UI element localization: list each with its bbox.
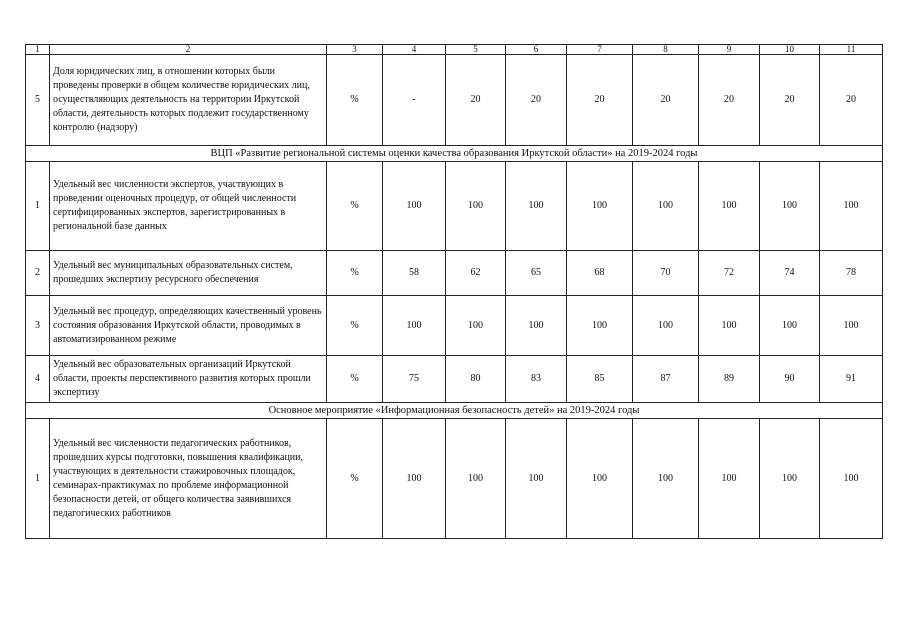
value-cell: 100 [506,296,567,356]
row-number: 5 [26,55,50,146]
column-numbers-row [26,45,883,55]
value-cell: 20 [760,55,820,146]
column-number: 5 [446,45,506,55]
value-cell: 100 [383,296,446,356]
value-cell: 20 [820,55,883,146]
value-cell: 20 [506,55,567,146]
value-cell: 68 [567,251,633,296]
value-cell: 100 [633,162,699,251]
column-number: 4 [383,45,446,55]
value-cell: 100 [820,419,883,539]
indicators-table [25,44,883,539]
value-cell: 100 [383,419,446,539]
unit-cell: % [327,251,383,296]
column-number: 2 [50,45,327,55]
value-cell: 20 [699,55,760,146]
value-cell: 100 [567,419,633,539]
value-cell: 74 [760,251,820,296]
unit-cell: % [327,356,383,403]
value-cell: 91 [820,356,883,403]
row-number: 4 [26,356,50,403]
column-number: 3 [327,45,383,55]
unit-cell: % [327,296,383,356]
table-row [26,296,883,356]
value-cell: 20 [446,55,506,146]
value-cell: 83 [506,356,567,403]
row-number: 1 [26,162,50,251]
indicator-name: Доля юридических лиц, в отношении которых были проведены проверки в общем количестве юридических лиц, осуществляющих деятельность на территории Иркутской области, деятельность которых подлежит государственному контролю (надзору) [50,55,327,146]
value-cell: 100 [760,419,820,539]
table-row [26,356,883,403]
value-cell: 65 [506,251,567,296]
table-row [26,251,883,296]
row-number: 3 [26,296,50,356]
value-cell: 100 [760,162,820,251]
value-cell: 100 [506,419,567,539]
row-number: 1 [26,419,50,539]
value-cell: 20 [567,55,633,146]
value-cell: 89 [699,356,760,403]
unit-cell: % [327,162,383,251]
column-number: 9 [699,45,760,55]
value-cell: 90 [760,356,820,403]
section-title: ВЦП «Развитие региональной системы оценки качества образования Иркутской области» на 2019-2024 годы [26,146,883,162]
column-number: 6 [506,45,567,55]
column-number: 7 [567,45,633,55]
unit-cell: % [327,419,383,539]
value-cell: 100 [446,296,506,356]
value-cell: 87 [633,356,699,403]
indicator-name: Удельный вес процедур, определяющих качественный уровень состояния образования Иркутской области, проводимых в автоматизированном режиме [50,296,327,356]
value-cell: 20 [633,55,699,146]
indicator-name: Удельный вес численности экспертов, участвующих в проведении оценочных процедур, от общей численности сертифицированных экспертов, зарегистрированных в региональной базе данных [50,162,327,251]
value-cell: 100 [699,419,760,539]
value-cell: 100 [820,162,883,251]
column-number: 1 [26,45,50,55]
value-cell: 72 [699,251,760,296]
value-cell: 80 [446,356,506,403]
value-cell: 100 [820,296,883,356]
value-cell: 58 [383,251,446,296]
value-cell: 100 [633,296,699,356]
row-number: 2 [26,251,50,296]
section-header-row [26,403,883,419]
value-cell: - [383,55,446,146]
value-cell: 75 [383,356,446,403]
unit-cell: % [327,55,383,146]
table-row [26,419,883,539]
value-cell: 100 [446,419,506,539]
value-cell: 100 [446,162,506,251]
value-cell: 100 [567,296,633,356]
value-cell: 100 [699,296,760,356]
value-cell: 100 [699,162,760,251]
section-title: Основное мероприятие «Информационная безопасность детей» на 2019-2024 годы [26,403,883,419]
value-cell: 100 [633,419,699,539]
indicator-name: Удельный вес численности педагогических работников, прошедших курсы подготовки, повышения квалификации, участвующих в деятельности стажировочных площадок, семинарах-практикумах по проблеме информационной безопасности детей, от общего количества заявившихся педагогических работников [50,419,327,539]
section-header-row [26,146,883,162]
value-cell: 85 [567,356,633,403]
table-row [26,55,883,146]
value-cell: 78 [820,251,883,296]
value-cell: 100 [760,296,820,356]
value-cell: 70 [633,251,699,296]
indicator-name: Удельный вес муниципальных образовательных систем, прошедших экспертизу ресурсного обеспечения [50,251,327,296]
column-number: 11 [820,45,883,55]
value-cell: 62 [446,251,506,296]
column-number: 8 [633,45,699,55]
value-cell: 100 [383,162,446,251]
column-number: 10 [760,45,820,55]
value-cell: 100 [506,162,567,251]
indicator-name: Удельный вес образовательных организаций Иркутской области, проекты перспективного развития которых прошли экспертизу [50,356,327,403]
table-row [26,162,883,251]
value-cell: 100 [567,162,633,251]
